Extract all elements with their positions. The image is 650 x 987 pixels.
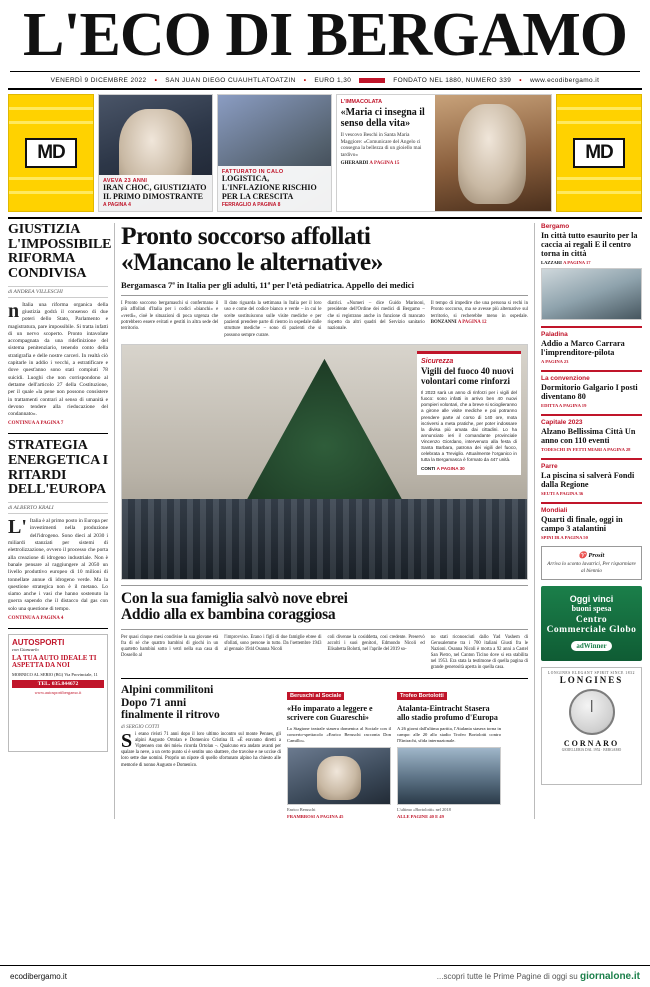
right-item-bergamo-page: A PAGINA 17 [563,259,591,265]
right-item-paladina-headline: Addio a Marco Carrara l'imprenditore-pilota [541,338,625,357]
right-item-dormitorio-page: EDITTA A PAGINA 19 [541,403,587,408]
right-item-paladina-kicker: Paladina [541,330,568,338]
page-footer [0,965,650,987]
beruschi-card[interactable] [287,684,391,819]
teaser-logistica-headline: LOGISTICA, L'INFLAZIONE RISCHIO PER LA CRESCITA [221,174,317,201]
left-divider [8,433,108,434]
right-item-alzano[interactable] [541,419,642,452]
footer-promo-brand[interactable]: giornalone.it [580,971,640,982]
right-item-dormitorio-ref [541,403,642,408]
teaser-logistica[interactable] [217,94,332,212]
right-item-parre-kicker: Parre [541,463,558,471]
footer-promo-text: ...scopri tutte le Prime Pagine di oggi su [436,972,578,981]
bortolotti-text: A 26 giorni dall'ultima partita, l'Atalanta stasera torna in campo: alle 20 allo stadio Trofeo Bortolotti contro l'Eintracht, sfida internazionale. [397,725,501,743]
ad-autosporti-brand [12,638,104,647]
right-item-bergamo-author: LAZZARI [541,259,562,265]
bortolotti-photo [397,747,501,805]
footer-site[interactable]: ecodibergamo.it [10,972,67,981]
alpini-byline: di SERGIO COTTI [121,724,160,730]
editorial-1-byline: di ANDREA VILLESCHI [8,286,108,298]
left-divider-2 [8,628,108,629]
teaser-immacolata-author: GHERARDI [340,160,369,166]
right-item-alzano-kicker: Capitale 2023 [541,419,583,426]
alpini-story [121,684,281,819]
right-item-paladina-page: A PAGINA 23 [541,358,569,364]
ad-autosporti-address: MORNICO AL SERIO (BG) Via Provinciale, 11 [12,671,98,677]
red-bar-decoration [359,78,385,83]
mid-col-2: l'improvviso. Erano i figli di due famiglie ebree di sfollati, sono persone in tutto. Da l'settembre 1943 al gennaio 1944 Osanna Nicoli [224,634,322,652]
right-item-paladina[interactable] [541,331,642,364]
right-item-bergamo-kicker: Bergamo [541,222,570,230]
ad-globo[interactable] [541,586,642,661]
right-item-bergamo-ref [541,260,642,265]
right-item-dormitorio-headline: Dormitorio Galgario I posti diventano 80 [541,382,638,401]
ad-longines-retailer: CORNARO [563,738,620,748]
right-divider-2 [541,370,642,372]
page-body [8,220,642,819]
main-col-4 [431,301,528,339]
teaser-immacolata-page: A PAGINA 15 [369,160,400,166]
right-item-bergamo[interactable] [541,223,642,320]
ad-autosporti-website[interactable]: www.autosportibergamo.it [34,689,82,695]
right-item-mondiali-ref [541,535,642,540]
main-headline [121,220,528,276]
right-item-bergamo-headline: In città tutto esaurito per la caccia ai regali E il centro torna in città [541,230,638,258]
main-col-3: diatrici. «Numeri – dice Guido Marinoni, presidente dell'Ordine dei medici di Bergamo – che si registrano anche in funzione di mancato rispetto da altri quadri del Servizio sanitario nazionale. [327,300,425,332]
teaser-immacolata[interactable] [336,94,552,212]
main-separator [8,217,642,219]
teaser-logistica-page-ref: FERRAGLIO A PAGINA 8 [221,201,281,208]
teaser-iran-caption [99,175,212,211]
ad-autosporti-slogan: LA TUA AUTO IDEALE TI ASPETTA DA NOI [12,654,97,670]
right-item-bergamo-photo [541,268,642,320]
right-item-paladina-ref [541,359,642,364]
firemen-text: Il 2023 sarà un anno di rinforzi per i vigili del fuoco: sono infatti in arrivo ben 40 nuovi pompieri volontari, che a breve si scioglieranno a girone alle visite mediche e poi potranno prendere parte al corso di 140 ore, mota iscriversi a meta pratiche, per poter indossare la divisa più amata dai cittadini. Lo ha annunciato ieri il comandante provinciale Vincenzo Giordano, intervenuto alla festa di Santa Barbara, patrona dei vigili del fuoco, celebrata a Treviglio. Attualmente l'organico in tutta la Bergamasca è formato da 447 unità. [421,390,517,462]
price-label: EURO 1,30 [314,76,352,84]
right-divider-3 [541,414,642,416]
saint-of-day: SAN JUAN DIEGO CUAUHTLATOATZIN [165,76,296,84]
teaser-immacolata-body: Il vescovo Beschi in Santa Maria Maggiore: «Comunicare del Angelo ci consegna la bellezza di un gioiello mai tardivo» [340,131,422,159]
ad-globo-line2: buoni spesa [571,603,612,613]
bortolotti-headline: Atalanta-Eintracht Stasera allo stadio profumo d'Europa [397,704,498,723]
masthead-strapline [8,74,642,90]
bortolotti-kicker: Trofeo Bortolotti [397,692,447,700]
teaser-iran-headline: IRAN CHOC, GIUSTIZIATO IL PRIMO DIMOSTRANTE [103,182,207,201]
firemen-headline: Vigili del fuoco 40 nuovi volontari come rinforzi [421,365,514,386]
firemen-ref [421,466,517,471]
teaser-immacolata-photo [435,95,551,211]
prosit-box [541,546,642,580]
firemen-ref-page: A PAGINA 30 [436,466,465,472]
ad-autosporti[interactable] [8,634,108,752]
beruschi-ref: FRAMBROSI A PAGINA 45 [287,813,344,819]
right-item-parre-headline: La piscina si salverà Fondi dalla Regione [541,471,635,490]
ad-autosporti-phone[interactable]: TEL. 035.844672 [12,680,104,688]
center-column [114,220,528,819]
main-end-page: A PAGINA 12 [457,319,487,325]
right-item-mondiali-kicker: Mondiali [541,507,568,515]
right-item-mondiali[interactable] [541,507,642,540]
founded-label: FONDATO NEL 1880, NUMERO 339 [393,76,512,84]
masthead-rule [10,71,640,72]
teaser-immacolata-kicker: L'IMMACOLATA [340,98,383,105]
ad-globo-badge[interactable]: adWinner [571,641,611,651]
left-column [8,221,112,819]
right-divider-1 [541,326,642,328]
editorial-2-continue: CONTINUA A PAGINA 4 [8,616,64,621]
ad-longines[interactable] [541,667,642,785]
md-stripes-right [557,95,641,211]
teaser-immacolata-ref [341,161,432,166]
main-end-author: BONZANNI [430,319,457,325]
prosit-title-text: Prosit [588,552,605,560]
mid-col-1: Per quasi cinque mesi condivise la sua giovane età fra di sé che quattro bambini di giochi in un quartetto bambini sotto i vetri nella sua casa di Dossello al [121,634,219,659]
newspaper-title: L'ECO DI BERGAMO [22,1,628,69]
bottom-rule [121,678,528,679]
watch-icon [569,689,615,735]
alpini-headline-line2: Dopo 71 anni [121,696,187,709]
mid-headline [121,591,528,624]
main-col-4-text: Il tempo di impedire che una persona si rechi in Pronto soccorso, ma se avesse più alternative sul territorio, si recherebbe meno in ospedale. [430,300,528,319]
ad-md-right[interactable] [556,94,642,212]
right-item-alzano-headline: Alzano Bellissima Città Un anno con 110 eventi [541,427,636,446]
firemen-sidebar [417,351,521,475]
strap-dot: • [154,76,158,84]
alpini-text: Si erano rivisti 71 anni dopo il loro ultimo incontro sul monte Pennes, gli alpini Augusto Ortolan e Domenico Cristina II. «È eravamo diretti a Viptensen con dei miei» ricorda Ortolan –. Qualcuno era andato avanti per spalare la neve, a un certo punto si è sentito uno sbattere, che travolse e ne uccise di loro sette due uomini. Proprio un nipote di quello sfortunato alpino ha chiesto alle memorie di nonno Augusto e Domenico. [121,729,281,768]
beruschi-photo [287,747,391,805]
bottom-block [121,684,528,819]
right-divider-4 [541,458,642,460]
masthead [8,0,642,90]
mid-headline-line2: Addio alla ex bambina coraggiosa [121,606,336,624]
editorial-2-byline: di ALBERTO KRALI [8,502,108,514]
mid-rule-2 [121,629,528,630]
editorial-2-title: STRATEGIA ENERGETICA I RITARDI DELL'EUROPA [8,438,108,498]
mid-col-3: coli divenne la cosiddetta, cosi credente. Preservò accolti i suoi genitori, Edmondo Nicoli ed Elisabetta Bolotti, nel l'aprile del 2019 so- [327,634,425,652]
ad-longines-brand: LONGINES [559,674,624,685]
teaser-immacolata-text [337,95,436,211]
main-headline-line2: «Mancano le alternative» [121,246,383,276]
right-item-mondiali-headline: Quarti di finale, oggi in campo 3 atalantini [541,515,623,534]
teaser-immacolata-headline: «Maria ci insegna il senso della vita» [340,106,425,129]
editorial-1-continue: CONTINUA A PAGINA 7 [8,421,64,427]
alpini-headline-line1: Alpini commilitoni [121,684,214,697]
md-logo: MD [25,138,77,168]
ad-longines-retailer-sub: GIOIELLERIA DAL 1952 · BERGAMO [561,747,622,752]
ad-longines-tagline: LONGINES ELEGANT SPIRIT SINCE 1832 [548,670,635,675]
ad-globo-line1: Oggi vinci [569,593,614,604]
teaser-iran-kicker: AVEVA 23 ANNI [103,177,148,184]
top-teaser-strip [8,94,642,212]
right-item-alzano-page: TODESCHI IN FETTI MIARI A PAGINA 28 [541,447,631,453]
ad-autosporti-brand-main: AUTOSPORTI [12,638,65,647]
beruschi-headline: «Ho imparato a leggere e scrivere con Guareschi» [287,704,373,723]
firemen-ref-author: CONTI [421,466,436,472]
firemen-kicker: Sicurezza [421,357,454,365]
right-divider-5 [541,502,642,504]
alpini-headline-line3: finalmente il ritrovo [121,709,220,722]
main-headline-line1: Pronto soccorso affollati [121,220,371,250]
right-item-dormitorio-kicker: La convenzione [541,374,590,382]
editorial-2-text: L'Italia è al primo posto in Europa per investimenti nella produzione dell'idrogeno. Sono dieci al 2030 i miliardi stanziati per sistemi di elettrolizzazione, ovvero il processo che porta alla creazione di idrogeno industriale. Non è banale pensare al raggiungere al 2050 un livello produttivo europeo di 10 milioni di tonnellate annue di idrogeno verde. Ma la questione strategica non è il metano. Lo siamo anche i vasi che hanno sostenuto la guerra sapendo che il distacco dal gas con solo una questione di tempo. [8,516,108,612]
beruschi-caption: Enrico Beruschi [287,806,316,812]
strap-dot-3: • [519,76,522,84]
mid-story-columns [121,635,528,672]
bortolotti-caption: L'ultimo «Bortolotti» nel 2018 [397,806,451,812]
ad-autosporti-brand2: con Giancarlo [12,647,39,652]
md-logo-right: MD [573,138,625,168]
publication-date: VENERDÌ 9 DICEMBRE 2022 [50,76,147,84]
teaser-iran[interactable] [98,94,213,212]
teaser-iran-page-ref: A PAGINA 4 [103,201,131,208]
strap-dot-2: • [303,76,307,84]
alpini-headline [121,684,281,721]
prosit-subtitle: Arriva lo sconto lavatrici, Per risparmiare al biennio [547,561,636,574]
bortolotti-ref: ALLE PAGINE 40 E 49 [397,813,444,819]
right-item-parre[interactable] [541,463,642,496]
website-link[interactable]: www.ecodibergamo.it [529,76,600,84]
mid-headline-line1: Con la sua famiglia salvò nove ebrei [121,589,348,607]
mid-col-4: no stati riconosciuti dallo Yad Vashem di Gerusalemme tra i 700 italiani Giusti fra le Nazioni. Osanna Nicoli è morta a 92 anni a Castel San Pietro, nel Canton Ticino dove si era stabilita nel 1953. Era stata la testimone di quella pagina di grande generosità aperta in quella casa. [430,634,528,671]
editorial-1-title: GIUSTIZIA L'IMPOSSIBILE RIFORMA CONDIVISA [8,221,112,281]
editorial-1-text: nItalia una riforma organica della giustizia godrà il consenso di due poteri dello Stato, Parlamento e magistratura, pare impossibile. Si tratta infatti di un nervo scoperto. Pronto intavolate accompagnata da una ridefinizione del sistema penitenziario, tenendo conto della stratigrafia e delle nostre carceri. In realtà ciò capitarle in addio i vecchi, a estratificare e dove quest'anno sono stati compiuti 78 suicidi. Luoghi che non corrispondono al dettame dell'articolo 27 della Costituzione, per il quale «la pene non possono consistere in trattamenti contrari al senso di umanità e devono tendere alla rieducazione del condannato». [8,299,108,418]
prosit-title: ♈ Prosit [578,552,605,560]
main-story-columns [121,301,528,339]
beruschi-text: La Stagione teatrale stasera domenica al Sociale con il concerto-spettacolo «Enrico Beruschi racconta Don Camillo». [287,725,391,743]
main-col-1: I Pronto soccorso bergamaschi si confermano il più affollati d'Italia per i codici «bianchi» e «verdi», cioè le situazioni di poca urgenza che potrebbero essere evitati e gestiti in altra sede del territorio. [121,300,219,332]
mid-rule [121,585,528,586]
right-item-parre-page: SEUTI A PAGINA 36 [541,491,584,497]
bortolotti-card[interactable] [397,684,501,819]
footer-promo [437,971,640,982]
md-stripes [9,95,93,211]
main-col-2: Il dato riguarda la settimana in Italia per il loro uso e come del codice bianco e verde – in cui le scelte sostituiscono sulle visite mediche e per pazienti prendere parte di rientro in ospedale dalle strutture mediche – sono di pazienti che si possono sempre curare. [224,300,322,338]
ad-md-left[interactable] [8,94,94,212]
right-item-mondiali-page: SPINI IR A PAGINA 50 [541,535,588,541]
main-photo [121,344,528,580]
main-subheadline: Bergamasca 7ª in Italia per gli adulti, 11ª per l'età pediatrica. Appello dei medici [121,279,414,290]
teaser-logistica-caption [218,166,331,211]
right-item-parre-ref [541,491,642,496]
ad-globo-line3: Centro Commerciale Globo [546,614,637,635]
firefighters-group [122,499,527,579]
teaser-logistica-kicker: FATTURATO IN CALO [221,169,284,176]
main-col-4-end [431,320,487,325]
main-rule [121,295,528,296]
right-item-dormitorio[interactable] [541,375,642,408]
beruschi-kicker: Beruschi al Sociale [287,692,344,700]
right-column [534,223,642,819]
right-item-alzano-ref [541,447,642,452]
